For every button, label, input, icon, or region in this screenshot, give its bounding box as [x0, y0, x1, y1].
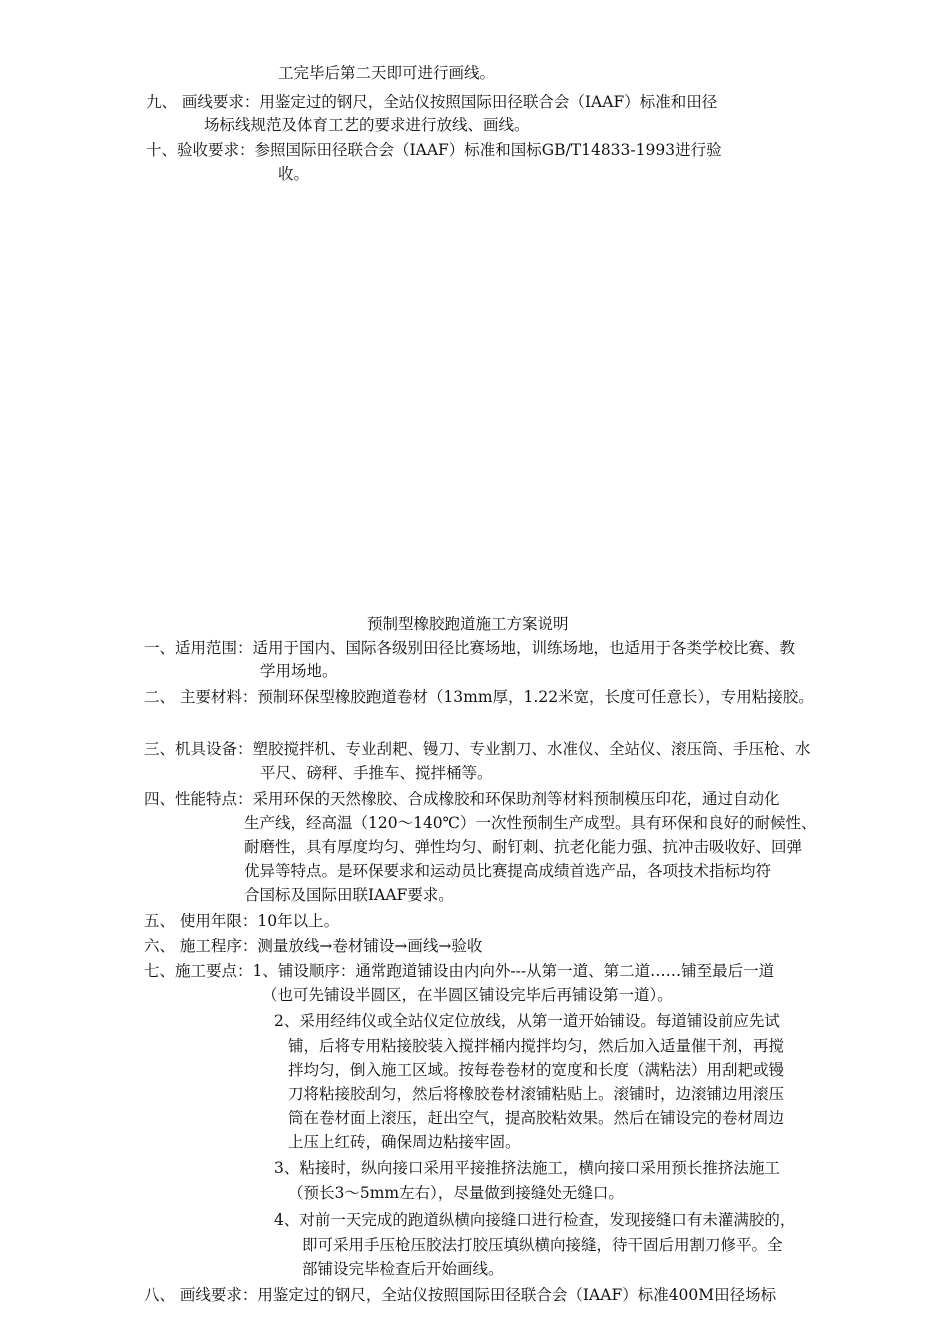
- section-7-line-10: （预长3～5mm左右），尽量做到接缝处无缝口。: [288, 1184, 624, 1202]
- section-6-line-1: 六、 施工程序：测量放线→卷材铺设→画线→验收: [144, 937, 483, 955]
- section-5-line-1: 五、 使用年限：10年以上。: [144, 912, 340, 930]
- top-line-3: 场标线规范及体育工艺的要求进行放线、画线。: [204, 116, 530, 134]
- section-1-line-2: 学用场地。: [260, 662, 338, 680]
- section-7-line-11: 4、对前一天完成的跑道纵横向接缝口进行检查，发现接缝口有未灌满胶的，: [274, 1211, 796, 1229]
- section-2-line-1: 二、 主要材料：预制环保型橡胶跑道卷材（13mm厚，1.22米宽，长度可任意长），专用粘接胶。: [144, 688, 814, 706]
- section-7-line-9: 3、粘接时，纵向接口采用平接推挤法施工，横向接口采用预长推挤法施工: [274, 1159, 780, 1177]
- section-7-line-6: 刀将粘接胶刮匀，然后将橡胶卷材滚铺粘贴上。滚铺时，边滚铺边用滚压: [288, 1085, 785, 1103]
- section-4-line-4: 优异等特点。是环保要求和运动员比赛提高成绩首选产品，各项技术指标均符: [244, 862, 772, 880]
- section-7-line-7: 筒在卷材面上滚压，赶出空气，提高胶粘效果。然后在铺设完的卷材周边: [288, 1109, 785, 1127]
- section-4-line-5: 合国标及国际田联IAAF要求。: [244, 886, 454, 904]
- section-7-line-8: 上压上红砖，确保周边粘接牢固。: [288, 1133, 521, 1151]
- section-7-line-13: 部铺设完毕检查后开始画线。: [302, 1260, 504, 1278]
- section-4-line-1: 四、性能特点：采用环保的天然橡胶、合成橡胶和环保助剂等材料预制模压印花，通过自动化: [144, 790, 780, 808]
- top-line-5: 收。: [278, 165, 310, 183]
- section-4-line-3: 耐磨性，具有厚度均匀、弹性均匀、耐钉刺、抗老化能力强、抗冲击吸收好、回弹: [244, 838, 803, 856]
- section-3-line-1: 三、机具设备：塑胶搅拌机、专业刮耙、镘刀、专业割刀、水准仪、全站仪、滚压筒、手压枪、水: [144, 740, 811, 758]
- section-4-line-2: 生产线，经高温（120～140℃）一次性预制生产成型。具有环保和良好的耐候性、: [244, 814, 817, 832]
- top-line-1: 工完毕后第二天即可进行画线。: [278, 64, 496, 82]
- top-line-4: 十、验收要求：参照国际田径联合会（IAAF）标准和国标GB/T14833-1993进行验: [146, 141, 722, 159]
- page-title: 预制型橡胶跑道施工方案说明: [367, 615, 569, 633]
- section-7-line-4: 铺，后将专用粘接胶装入搅拌桶内搅拌均匀，然后加入适量催干剂，再搅: [288, 1037, 785, 1055]
- top-line-2: 九、 画线要求：用鉴定过的钢尺，全站仪按照国际田径联合会（IAAF）标准和田径: [146, 93, 718, 111]
- section-7-line-2: （也可先铺设半圆区，在半圆区铺设完毕后再铺设第一道）。: [262, 986, 673, 1004]
- section-7-line-5: 拌均匀，倒入施工区域。按每卷卷材的宽度和长度（满粘法）用刮耙或镘: [288, 1061, 785, 1079]
- section-7-line-12: 即可采用手压枪压胶法打胶压填纵横向接缝，待干固后用割刀修平。全: [302, 1236, 783, 1254]
- section-1-line-1: 一、适用范围：适用于国内、国际各级别田径比赛场地，训练场地，也适用于各类学校比赛、教: [144, 639, 796, 657]
- section-8-line-1: 八、 画线要求：用鉴定过的钢尺，全站仪按照国际田径联合会（IAAF）标准400M田径场标: [144, 1286, 777, 1304]
- section-3-line-2: 平尺、磅秤、手推车、搅拌桶等。: [260, 764, 493, 782]
- section-7-line-1: 七、施工要点：1、铺设顺序：通常跑道铺设由内向外---从第一道、第二道……铺至最后一道: [144, 962, 775, 980]
- section-7-line-3: 2、采用经纬仪或全站仪定位放线，从第一道开始铺设。每道铺设前应先试: [274, 1012, 780, 1030]
